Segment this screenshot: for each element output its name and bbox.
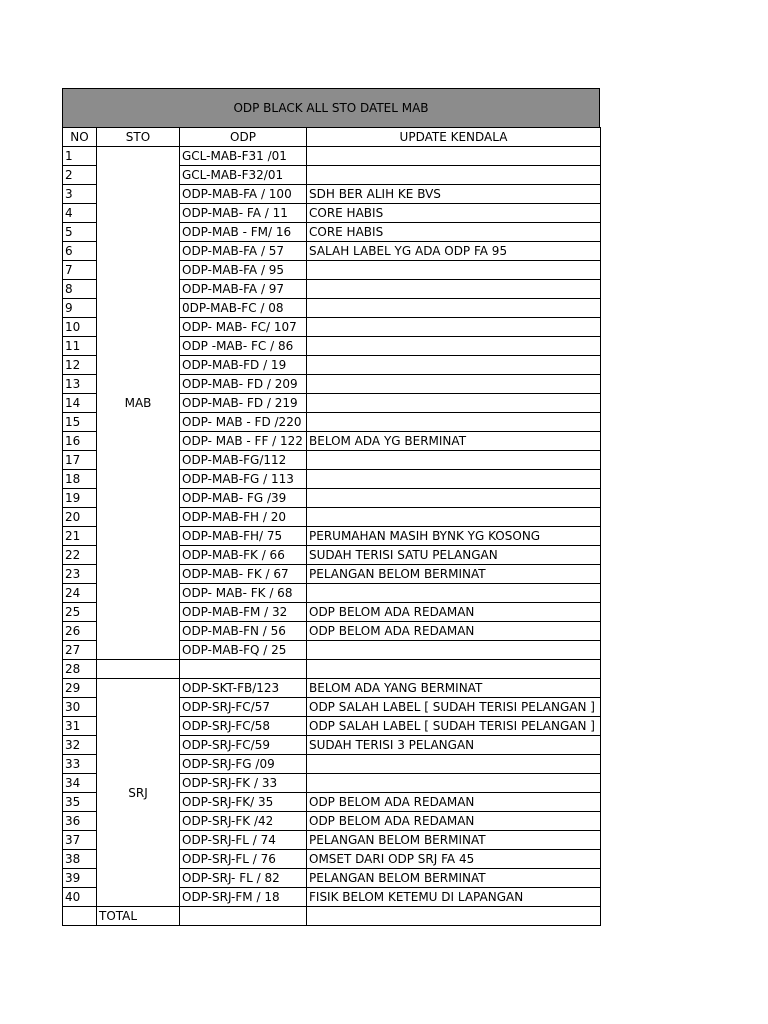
update-kendala-cell[interactable]: FISIK BELOM KETEMU DI LAPANGAN xyxy=(307,888,601,907)
update-kendala-cell[interactable]: ODP BELOM ADA REDAMAN xyxy=(307,603,601,622)
update-kendala-cell[interactable] xyxy=(307,584,601,603)
row-no-cell[interactable]: 3 xyxy=(63,185,97,204)
odp-cell[interactable]: ODP- MAB- FC/ 107 xyxy=(180,318,307,337)
odp-cell[interactable]: ODP-SRJ-FK/ 35 xyxy=(180,793,307,812)
row-no-cell[interactable]: 16 xyxy=(63,432,97,451)
update-kendala-cell[interactable] xyxy=(307,489,601,508)
odp-cell[interactable]: ODP-MAB-FQ / 25 xyxy=(180,641,307,660)
row-no-cell[interactable]: 15 xyxy=(63,413,97,432)
odp-cell[interactable]: ODP-SRJ- FL / 82 xyxy=(180,869,307,888)
update-kendala-cell[interactable]: CORE HABIS xyxy=(307,223,601,242)
row-no-cell[interactable]: 28 xyxy=(63,660,97,679)
odp-cell[interactable]: ODP-MAB-FK / 66 xyxy=(180,546,307,565)
update-kendala-cell[interactable] xyxy=(307,299,601,318)
odp-cell[interactable]: ODP- MAB - FF / 122 xyxy=(180,432,307,451)
row-no-cell[interactable]: 30 xyxy=(63,698,97,717)
row-no-cell[interactable]: 7 xyxy=(63,261,97,280)
odp-cell[interactable]: ODP-SRJ-FK / 33 xyxy=(180,774,307,793)
odp-cell[interactable]: ODP-MAB-FM / 32 xyxy=(180,603,307,622)
total-no-cell[interactable] xyxy=(63,907,97,926)
row-no-cell[interactable]: 10 xyxy=(63,318,97,337)
row-no-cell[interactable]: 26 xyxy=(63,622,97,641)
update-kendala-cell[interactable] xyxy=(307,641,601,660)
odp-cell[interactable]: ODP-MAB-FA / 100 xyxy=(180,185,307,204)
odp-cell[interactable]: ODP-SRJ-FC/57 xyxy=(180,698,307,717)
header-update-kendala[interactable]: UPDATE KENDALA xyxy=(307,128,601,147)
row-no-cell[interactable]: 22 xyxy=(63,546,97,565)
update-kendala-cell[interactable] xyxy=(307,318,601,337)
odp-cell[interactable]: ODP-MAB-FD / 19 xyxy=(180,356,307,375)
table-row xyxy=(63,679,601,698)
odp-cell[interactable]: ODP- MAB- FK / 68 xyxy=(180,584,307,603)
update-kendala-cell[interactable]: SALAH LABEL YG ADA ODP FA 95 xyxy=(307,242,601,261)
update-kendala-cell[interactable]: PELANGAN BELOM BERMINAT xyxy=(307,565,601,584)
row-no-cell[interactable]: 34 xyxy=(63,774,97,793)
row-no-cell[interactable]: 6 xyxy=(63,242,97,261)
update-kendala-cell[interactable]: PELANGAN BELOM BERMINAT xyxy=(307,831,601,850)
row-no-cell[interactable]: 38 xyxy=(63,850,97,869)
row-no-cell[interactable]: 39 xyxy=(63,869,97,888)
update-kendala-cell[interactable]: SUDAH TERISI 3 PELANGAN xyxy=(307,736,601,755)
row-no-cell[interactable]: 25 xyxy=(63,603,97,622)
odp-cell[interactable]: ODP-SRJ-FL / 76 xyxy=(180,850,307,869)
sto-cell[interactable]: SRJ xyxy=(97,679,180,907)
sheet-title-text: ODP BLACK ALL STO DATEL MAB xyxy=(233,101,429,115)
odp-cell[interactable]: ODP-MAB- FG /39 xyxy=(180,489,307,508)
row-no-cell[interactable]: 33 xyxy=(63,755,97,774)
odp-cell[interactable]: ODP-MAB- FA / 11 xyxy=(180,204,307,223)
update-kendala-cell[interactable] xyxy=(307,166,601,185)
total-label[interactable]: TOTAL xyxy=(97,907,180,926)
row-no-cell[interactable]: 2 xyxy=(63,166,97,185)
odp-cell[interactable]: ODP-SKT-FB/123 xyxy=(180,679,307,698)
header-no[interactable]: NO xyxy=(63,128,97,147)
odp-cell[interactable]: ODP-MAB-FN / 56 xyxy=(180,622,307,641)
row-no-cell[interactable]: 32 xyxy=(63,736,97,755)
update-kendala-cell[interactable]: PELANGAN BELOM BERMINAT xyxy=(307,869,601,888)
odp-cell[interactable]: ODP-SRJ-FC/58 xyxy=(180,717,307,736)
odp-cell[interactable]: ODP-MAB-FG / 113 xyxy=(180,470,307,489)
update-kendala-cell[interactable]: SUDAH TERISI SATU PELANGAN xyxy=(307,546,601,565)
update-kendala-cell[interactable]: ODP SALAH LABEL [ SUDAH TERISI PELANGAN ] xyxy=(307,717,601,736)
odp-cell[interactable]: ODP-SRJ-FL / 74 xyxy=(180,831,307,850)
update-kendala-cell[interactable]: ODP SALAH LABEL [ SUDAH TERISI PELANGAN ] xyxy=(307,698,601,717)
odp-cell[interactable]: ODP-MAB- FD / 209 xyxy=(180,375,307,394)
odp-cell[interactable]: ODP-MAB-FH/ 75 xyxy=(180,527,307,546)
update-kendala-cell[interactable] xyxy=(307,375,601,394)
row-no-cell[interactable]: 8 xyxy=(63,280,97,299)
total-row xyxy=(63,907,601,926)
row-no-cell[interactable]: 17 xyxy=(63,451,97,470)
row-no-cell[interactable]: 1 xyxy=(63,147,97,166)
row-no-cell[interactable]: 5 xyxy=(63,223,97,242)
update-kendala-cell[interactable]: CORE HABIS xyxy=(307,204,601,223)
row-no-cell[interactable]: 11 xyxy=(63,337,97,356)
row-no-cell[interactable]: 37 xyxy=(63,831,97,850)
row-no-cell[interactable]: 19 xyxy=(63,489,97,508)
row-no-cell[interactable]: 40 xyxy=(63,888,97,907)
odp-cell[interactable]: ODP -MAB- FC / 86 xyxy=(180,337,307,356)
odp-cell[interactable]: ODP-SRJ-FM / 18 xyxy=(180,888,307,907)
table-row xyxy=(63,660,601,679)
update-kendala-cell[interactable]: SDH BER ALIH KE BVS xyxy=(307,185,601,204)
odp-cell[interactable]: ODP-MAB- FK / 67 xyxy=(180,565,307,584)
row-no-cell[interactable]: 24 xyxy=(63,584,97,603)
update-kendala-cell[interactable] xyxy=(307,394,601,413)
update-kendala-cell[interactable] xyxy=(307,755,601,774)
row-no-cell[interactable]: 13 xyxy=(63,375,97,394)
odp-table xyxy=(62,127,601,926)
update-kendala-cell[interactable] xyxy=(307,261,601,280)
update-kendala-cell[interactable]: ODP BELOM ADA REDAMAN xyxy=(307,622,601,641)
update-kendala-cell[interactable] xyxy=(307,337,601,356)
update-kendala-cell[interactable] xyxy=(307,451,601,470)
sheet-title[interactable] xyxy=(62,88,600,127)
spreadsheet xyxy=(62,88,600,926)
row-no-cell[interactable]: 4 xyxy=(63,204,97,223)
update-kendala-cell[interactable] xyxy=(307,356,601,375)
update-kendala-cell[interactable]: PERUMAHAN MASIH BYNK YG KOSONG xyxy=(307,527,601,546)
row-no-cell[interactable]: 14 xyxy=(63,394,97,413)
row-no-cell[interactable]: 27 xyxy=(63,641,97,660)
odp-cell[interactable]: ODP-MAB-FH / 20 xyxy=(180,508,307,527)
odp-cell[interactable]: GCL-MAB-F32/01 xyxy=(180,166,307,185)
total-odp-cell[interactable] xyxy=(180,907,307,926)
update-kendala-cell[interactable] xyxy=(307,280,601,299)
row-no-cell[interactable]: 18 xyxy=(63,470,97,489)
row-no-cell[interactable]: 35 xyxy=(63,793,97,812)
update-kendala-cell[interactable] xyxy=(307,470,601,489)
odp-cell[interactable]: ODP-SRJ-FG /09 xyxy=(180,755,307,774)
odp-cell[interactable] xyxy=(180,660,307,679)
sto-cell[interactable]: MAB xyxy=(97,147,180,660)
row-no-cell[interactable]: 21 xyxy=(63,527,97,546)
update-kendala-cell[interactable]: BELOM ADA YANG BERMINAT xyxy=(307,679,601,698)
table-body xyxy=(63,147,601,907)
update-kendala-cell[interactable] xyxy=(307,774,601,793)
odp-cell[interactable]: 0DP-MAB-FC / 08 xyxy=(180,299,307,318)
table-row xyxy=(63,147,601,166)
row-no-cell[interactable]: 9 xyxy=(63,299,97,318)
row-no-cell[interactable]: 29 xyxy=(63,679,97,698)
odp-cell[interactable]: ODP-MAB- FD / 219 xyxy=(180,394,307,413)
odp-cell[interactable]: ODP- MAB - FD /220 xyxy=(180,413,307,432)
row-no-cell[interactable]: 12 xyxy=(63,356,97,375)
odp-cell[interactable]: ODP-MAB-FA / 57 xyxy=(180,242,307,261)
odp-cell[interactable]: ODP-SRJ-FC/59 xyxy=(180,736,307,755)
row-no-cell[interactable]: 36 xyxy=(63,812,97,831)
sto-cell[interactable] xyxy=(97,660,180,679)
total-update-cell[interactable] xyxy=(307,907,601,926)
row-no-cell[interactable]: 20 xyxy=(63,508,97,527)
odp-cell[interactable]: ODP-MAB-FG/112 xyxy=(180,451,307,470)
header-sto[interactable]: STO xyxy=(97,128,180,147)
odp-cell[interactable]: ODP-MAB - FM/ 16 xyxy=(180,223,307,242)
update-kendala-cell[interactable]: OMSET DARI ODP SRJ FA 45 xyxy=(307,850,601,869)
update-kendala-cell[interactable]: ODP BELOM ADA REDAMAN xyxy=(307,793,601,812)
row-no-cell[interactable]: 23 xyxy=(63,565,97,584)
header-row xyxy=(63,128,601,147)
odp-cell[interactable]: ODP-MAB-FA / 95 xyxy=(180,261,307,280)
header-odp[interactable]: ODP xyxy=(180,128,307,147)
update-kendala-cell[interactable]: BELOM ADA YG BERMINAT xyxy=(307,432,601,451)
update-kendala-cell[interactable] xyxy=(307,508,601,527)
update-kendala-cell[interactable]: ODP BELOM ADA REDAMAN xyxy=(307,812,601,831)
update-kendala-cell[interactable] xyxy=(307,413,601,432)
row-no-cell[interactable]: 31 xyxy=(63,717,97,736)
odp-cell[interactable]: ODP-MAB-FA / 97 xyxy=(180,280,307,299)
update-kendala-cell[interactable] xyxy=(307,660,601,679)
update-kendala-cell[interactable] xyxy=(307,147,601,166)
odp-cell[interactable]: ODP-SRJ-FK /42 xyxy=(180,812,307,831)
odp-cell[interactable]: GCL-MAB-F31 /01 xyxy=(180,147,307,166)
